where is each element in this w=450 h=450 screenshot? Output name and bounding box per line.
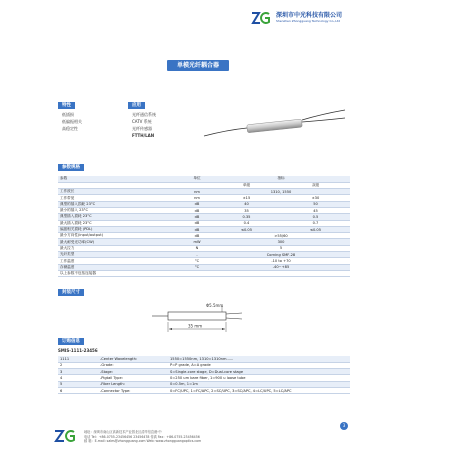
list-item: FTTH/LAN xyxy=(132,133,155,138)
spec-tag: 参数规格 xyxy=(58,164,84,171)
features-list xyxy=(62,111,82,132)
table-cell: 40 xyxy=(212,201,281,207)
diameter-label: Φ5.5mm xyxy=(206,303,224,308)
table-cell: S=Single-core stage, D=Dual-core stage xyxy=(168,369,350,375)
page-title: 单模光纤耦合器 xyxy=(167,60,229,71)
footer-email: 邮 箱：E-mail: sales@zhongguang.com Web: www.zhongguangoptics.com xyxy=(84,439,202,444)
table-cell: 最大拉力 xyxy=(58,245,182,251)
table-cell: 0.35 xyxy=(212,214,281,220)
list-item: 光纤通信系统 xyxy=(132,112,156,117)
list-item: 低插损 xyxy=(62,112,74,117)
table-cell: 0=FC/UPC, 1=FC/APC, 2=SC/UPC, 3=SC/APC, 4=LC/UPC, 5=LC/APC xyxy=(168,387,350,393)
table-cell: 单级 xyxy=(212,182,281,188)
ordering-table xyxy=(58,356,350,394)
table-header: 单位 xyxy=(182,176,212,182)
table-cell: ≤0.05 xyxy=(212,226,281,232)
table-cell: 最小的插入 23°C xyxy=(58,207,182,213)
table-cell: 35 xyxy=(212,207,281,213)
table-cell: -Pigtail Type: xyxy=(98,375,168,381)
footer-address: 地址：深圳市南山区高新技术产业园北区清华信息港·中 xyxy=(84,430,162,435)
table-cell: 以上参数不包括连接器 xyxy=(58,270,182,276)
table-cell: dB xyxy=(182,233,212,239)
table-cell: 0.4 xyxy=(212,220,281,226)
table-cell: ±15 xyxy=(212,195,281,201)
table-cell: P=P grade, A=A grade xyxy=(168,362,350,368)
applications-list xyxy=(132,111,156,139)
table-cell: 4 xyxy=(58,375,98,381)
table-cell: ≤0.05 xyxy=(281,226,350,232)
table-cell: 工作带宽 xyxy=(58,195,182,201)
package-dimension-drawing xyxy=(152,302,242,334)
table-cell: 最大耐受光功率(CW) xyxy=(58,239,182,245)
table-cell: 1550=1550nm, 1310=1310nm...... xyxy=(168,356,350,362)
table-cell: -Grade: xyxy=(98,362,168,368)
table-cell: 0=250 um bare fiber, 1=900 u loose tube xyxy=(168,375,350,381)
company-name-cn: 深圳市中光科技有限公司 xyxy=(275,11,342,19)
table-cell xyxy=(212,270,281,276)
package-tag: 封装尺寸 xyxy=(58,289,84,296)
table-cell xyxy=(182,270,212,276)
table-cell xyxy=(281,270,350,276)
table-cell: nm xyxy=(182,195,212,201)
table-cell: 典型插入损耗 23°C xyxy=(58,214,182,220)
footer-contact xyxy=(84,430,201,443)
table-cell: 5 xyxy=(58,381,98,387)
table-cell: 光纤类型 xyxy=(58,252,182,258)
table-cell: dB xyxy=(182,207,212,213)
coupler-product-image xyxy=(202,106,347,146)
table-cell: Corning SMF-28 xyxy=(212,252,350,258)
table-cell: °C xyxy=(182,264,212,270)
table-cell: nm xyxy=(182,189,212,195)
table-cell: dB xyxy=(182,220,212,226)
table-cell: 45 xyxy=(281,207,350,213)
table-header: 指标 xyxy=(212,176,350,182)
table-cell: 5 xyxy=(212,245,350,251)
table-cell: -Fiber Length: xyxy=(98,381,168,387)
applications-tag: 应用 xyxy=(128,102,145,109)
table-cell: 3 xyxy=(58,369,98,375)
company-name-en: Shenzhen Zhongguang Technology Co.,Ltd xyxy=(275,18,341,23)
list-item: 光纤传感器 xyxy=(132,126,152,131)
table-cell: 偏振相关损耗 (PDL) xyxy=(58,226,182,232)
table-cell: 双级 xyxy=(281,182,350,188)
length-label: 35 mm xyxy=(188,323,203,329)
table-cell: 最大插入损耗 23°C xyxy=(58,220,182,226)
table-cell: -40~+85 xyxy=(212,264,350,270)
table-row xyxy=(58,387,350,393)
table-cell: dB xyxy=(182,214,212,220)
table-cell: 0.5 xyxy=(281,214,350,220)
table-cell: N xyxy=(182,245,212,251)
footer-phone: 电话 Tel：+86-0755-23456456 23456478 传真 Fax：+86-0755-23456456 xyxy=(84,434,200,439)
table-cell: -Connector Type: xyxy=(98,387,168,393)
table-cell: - xyxy=(182,252,212,258)
ordering-tag: 订购信息 xyxy=(58,338,84,345)
table-cell: >55/60 xyxy=(212,233,350,239)
table-header: 参数 xyxy=(58,176,182,182)
table-cell: 300 xyxy=(212,239,350,245)
table-cell: 0=0.5m, 1=1m xyxy=(168,381,350,387)
list-item: 高稳定性 xyxy=(62,126,78,131)
table-cell: dB xyxy=(182,201,212,207)
table-cell: mW xyxy=(182,239,212,245)
spec-table xyxy=(58,176,350,277)
datasheet-page xyxy=(52,6,350,446)
features-tag: 特性 xyxy=(58,102,75,109)
ordering-code: SMIS-1111-23456 xyxy=(58,348,98,353)
table-cell: 存储温度 xyxy=(58,264,182,270)
table-cell: -Stage: xyxy=(98,369,168,375)
table-cell: °C xyxy=(182,258,212,264)
table-cell: 工作温度 xyxy=(58,258,182,264)
table-cell: dB xyxy=(182,226,212,232)
page-number: 3 xyxy=(340,422,348,430)
table-cell: -Center Wavelength: xyxy=(98,356,168,362)
table-cell: 最小方向性(input/output) xyxy=(58,233,182,239)
table-cell: 0.7 xyxy=(281,220,350,226)
table-cell: 50 xyxy=(281,201,350,207)
table-cell: -10 to +70 xyxy=(212,258,350,264)
list-item: CATV 系统 xyxy=(132,119,152,124)
footer-logo-icon xyxy=(54,428,78,447)
table-cell: 典型的插入损耗 23°C xyxy=(58,201,182,207)
company-header xyxy=(251,10,342,24)
table-cell: 工作波长 xyxy=(58,189,182,195)
table-cell: 1310, 1550 xyxy=(212,189,350,195)
page-footer xyxy=(52,428,350,446)
list-item: 低偏振相关 xyxy=(62,119,82,124)
table-cell: 1111 xyxy=(58,356,98,362)
table-cell: ±30 xyxy=(281,195,350,201)
company-logo-icon xyxy=(251,10,273,24)
table-row xyxy=(58,270,350,276)
table-cell: 2 xyxy=(58,362,98,368)
table-cell: 6 xyxy=(58,387,98,393)
